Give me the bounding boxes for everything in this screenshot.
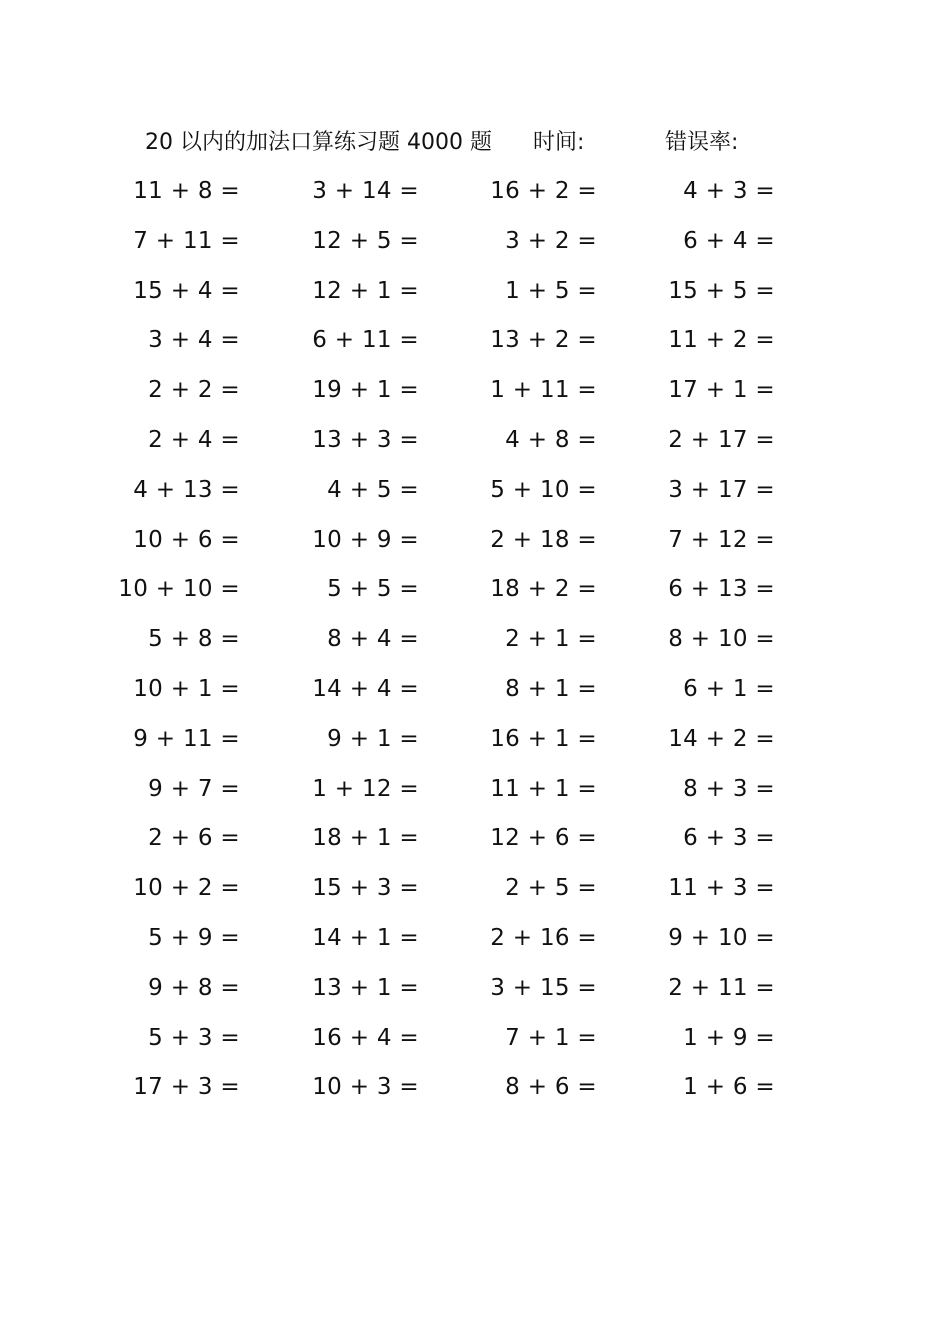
addition-problem: 9 + 11 =: [133, 725, 240, 752]
addition-problem: 10 + 10 =: [118, 576, 240, 603]
addition-problem: 1 + 9 =: [683, 1024, 775, 1051]
problem-row: [0, 274, 950, 324]
addition-problem: 1 + 11 =: [490, 377, 597, 404]
addition-problem: 2 + 11 =: [668, 974, 775, 1001]
addition-problem: 18 + 1 =: [312, 825, 419, 852]
problem-row: [0, 174, 950, 224]
addition-problem: 8 + 10 =: [668, 626, 775, 653]
addition-problem: 7 + 12 =: [668, 526, 775, 553]
problem-row: [0, 224, 950, 274]
addition-problem: 9 + 8 =: [148, 974, 240, 1001]
problem-row: [0, 622, 950, 672]
addition-problem: 11 + 2 =: [668, 327, 775, 354]
addition-problem: 13 + 1 =: [312, 974, 419, 1001]
addition-problem: 2 + 2 =: [148, 377, 240, 404]
addition-problem: 6 + 3 =: [683, 825, 775, 852]
addition-problem: 11 + 3 =: [668, 875, 775, 902]
addition-problem: 3 + 4 =: [148, 327, 240, 354]
addition-problem: 1 + 12 =: [312, 775, 419, 802]
worksheet-header: [145, 126, 845, 160]
addition-problem: 15 + 4 =: [133, 277, 240, 304]
addition-problem: 17 + 1 =: [668, 377, 775, 404]
addition-problem: 9 + 10 =: [668, 924, 775, 951]
addition-problem: 12 + 1 =: [312, 277, 419, 304]
problem-row: [0, 871, 950, 921]
addition-problem: 2 + 16 =: [490, 924, 597, 951]
addition-problem: 18 + 2 =: [490, 576, 597, 603]
problem-row: [0, 971, 950, 1021]
addition-problem: 10 + 1 =: [133, 675, 240, 702]
problem-row: [0, 772, 950, 822]
problem-row: [0, 523, 950, 573]
addition-problem: 19 + 1 =: [312, 377, 419, 404]
addition-problem: 8 + 6 =: [505, 1074, 597, 1101]
addition-problem: 6 + 11 =: [312, 327, 419, 354]
addition-problem: 17 + 3 =: [133, 1074, 240, 1101]
addition-problem: 6 + 4 =: [683, 227, 775, 254]
problem-row: [0, 1070, 950, 1120]
addition-problem: 4 + 13 =: [133, 476, 240, 503]
addition-problem: 10 + 9 =: [312, 526, 419, 553]
addition-problem: 4 + 5 =: [327, 476, 419, 503]
addition-problem: 12 + 6 =: [490, 825, 597, 852]
addition-problem: 14 + 1 =: [312, 924, 419, 951]
addition-problem: 8 + 1 =: [505, 675, 597, 702]
addition-problem: 10 + 2 =: [133, 875, 240, 902]
addition-problem: 2 + 4 =: [148, 426, 240, 453]
addition-problem: 15 + 3 =: [312, 875, 419, 902]
addition-problem: 2 + 6 =: [148, 825, 240, 852]
problem-row: [0, 323, 950, 373]
addition-problem: 4 + 3 =: [683, 178, 775, 204]
addition-problem: 5 + 8 =: [148, 626, 240, 653]
addition-problem: 5 + 9 =: [148, 924, 240, 951]
addition-problem: 10 + 3 =: [312, 1074, 419, 1101]
addition-problem: 2 + 17 =: [668, 426, 775, 453]
addition-problem: 5 + 5 =: [327, 576, 419, 603]
addition-problem: 8 + 4 =: [327, 626, 419, 653]
addition-problem: 7 + 11 =: [133, 227, 240, 254]
addition-problem: 7 + 1 =: [505, 1024, 597, 1051]
problem-row: [0, 1021, 950, 1071]
addition-problem: 12 + 5 =: [312, 227, 419, 254]
addition-problem: 2 + 1 =: [505, 626, 597, 653]
addition-problem: 16 + 1 =: [490, 725, 597, 752]
problem-row: [0, 572, 950, 622]
addition-problem: 5 + 3 =: [148, 1024, 240, 1051]
addition-problem: 11 + 8 =: [133, 178, 240, 204]
addition-problem: 1 + 5 =: [505, 277, 597, 304]
addition-problem: 14 + 4 =: [312, 675, 419, 702]
problem-row: [0, 821, 950, 871]
addition-problem: 15 + 5 =: [668, 277, 775, 304]
problem-row: [0, 672, 950, 722]
problem-row: [0, 473, 950, 523]
addition-problem: 11 + 1 =: [490, 775, 597, 802]
addition-problem: 8 + 3 =: [683, 775, 775, 802]
addition-problem: 9 + 7 =: [148, 775, 240, 802]
addition-problem: 3 + 17 =: [668, 476, 775, 503]
addition-problem: 16 + 4 =: [312, 1024, 419, 1051]
addition-problem: 3 + 2 =: [505, 227, 597, 254]
addition-problem: 14 + 2 =: [668, 725, 775, 752]
addition-problem: 13 + 2 =: [490, 327, 597, 354]
problem-row: [0, 373, 950, 423]
addition-problem: 1 + 6 =: [683, 1074, 775, 1101]
problem-row: [0, 722, 950, 772]
addition-problem: 4 + 8 =: [505, 426, 597, 453]
addition-problem: 2 + 18 =: [490, 526, 597, 553]
problem-row: [0, 423, 950, 473]
addition-problem: 16 + 2 =: [490, 178, 597, 204]
addition-problem: 6 + 13 =: [668, 576, 775, 603]
addition-problem: 5 + 10 =: [490, 476, 597, 503]
worksheet-title: 20 以内的加法口算练习题 4000 题: [145, 130, 492, 155]
addition-problem: 10 + 6 =: [133, 526, 240, 553]
addition-problem: 3 + 14 =: [312, 178, 419, 204]
time-label: 时间:: [533, 130, 585, 155]
error-rate-label: 错误率:: [665, 130, 739, 155]
addition-problem: 9 + 1 =: [327, 725, 419, 752]
addition-problem: 2 + 5 =: [505, 875, 597, 902]
problem-grid: [0, 174, 950, 1120]
addition-problem: 6 + 1 =: [683, 675, 775, 702]
addition-problem: 3 + 15 =: [490, 974, 597, 1001]
addition-problem: 13 + 3 =: [312, 426, 419, 453]
problem-row: [0, 921, 950, 971]
